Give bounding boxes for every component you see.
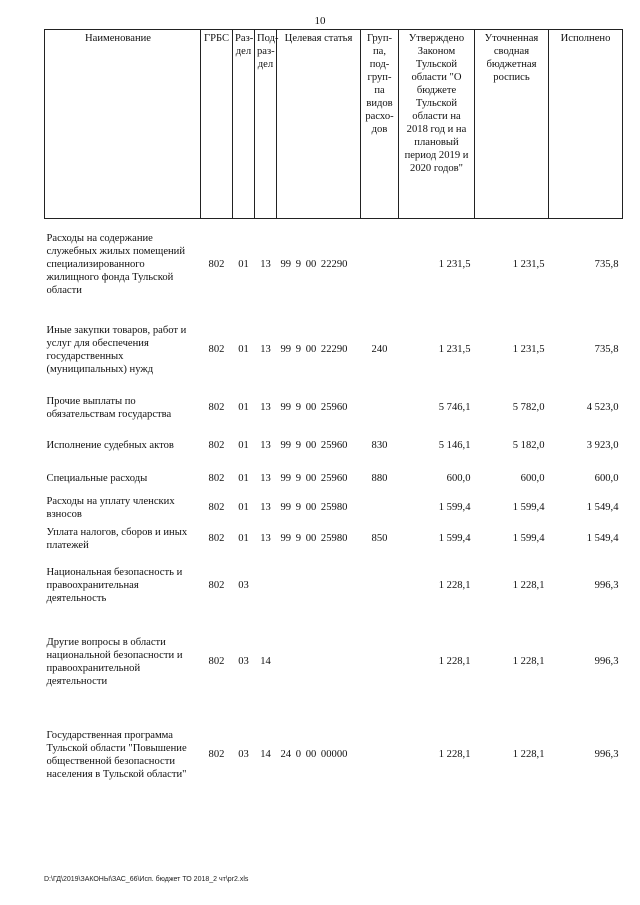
row-target: 99 9 00 25980	[280, 502, 348, 513]
row-name: Уплата налогов, сборов и иных платежей	[46, 526, 188, 551]
row-razdel: 03	[238, 749, 249, 760]
row-approved: 1 599,4	[438, 533, 471, 544]
row-vr	[361, 707, 399, 803]
header-executed: Исполнено	[549, 30, 623, 219]
row-vr	[361, 555, 399, 617]
row-razdel: 01	[238, 344, 249, 355]
row-approved: 1 228,1	[438, 656, 471, 667]
row-razdel: 01	[238, 402, 249, 413]
row-podrazdel: 13	[260, 473, 271, 484]
row-refined: 600,0	[520, 473, 545, 484]
file-path-footer: D:\ГД\2019\ЗАКОНЫ\ЗАС_66\Исп. бюджет ТО 2018_2 чт\pr2.xls	[44, 876, 249, 883]
table-row	[45, 493, 623, 523]
row-grbs: 802	[208, 749, 225, 760]
row-refined: 5 182,0	[512, 440, 545, 451]
budget-table	[44, 29, 623, 803]
table-row	[45, 617, 623, 707]
row-vr	[361, 493, 399, 523]
row-approved: 5 146,1	[438, 440, 471, 451]
row-name: Национальная безопасность и правоохранительная деятельность	[46, 567, 183, 604]
row-vr	[361, 219, 399, 311]
row-executed: 996,3	[594, 580, 619, 591]
row-target	[277, 555, 361, 617]
row-approved: 600,0	[446, 473, 471, 484]
table-row	[45, 465, 623, 493]
row-name: Иные закупки товаров, работ и услуг для обеспечения государственных (муниципальных) нужд	[46, 324, 187, 375]
header-grbs: ГРБС	[201, 30, 233, 219]
row-grbs: 802	[208, 344, 225, 355]
page-number: 10	[314, 15, 326, 27]
row-name: Прочие выплаты по обязательствам государства	[46, 395, 172, 420]
row-refined: 1 228,1	[512, 656, 545, 667]
row-approved: 1 231,5	[438, 259, 471, 271]
row-approved: 1 231,5	[438, 344, 471, 355]
header-vr: Груп-па, под-груп-па видов расхо-дов	[361, 30, 399, 219]
row-executed: 3 923,0	[586, 440, 619, 451]
table-row	[45, 427, 623, 465]
row-name: Специальные расходы	[46, 473, 148, 484]
row-refined: 1 231,5	[512, 259, 545, 271]
header-refined: Уточненная сводная бюджетная роспись	[475, 30, 549, 219]
row-executed: 600,0	[594, 473, 619, 484]
row-vr	[361, 617, 399, 707]
row-razdel: 01	[238, 502, 249, 513]
row-target: 24 0 00 00000	[280, 749, 348, 760]
row-vr: 240	[371, 344, 388, 355]
row-refined: 1 599,4	[512, 502, 545, 513]
row-target: 99 9 00 25960	[280, 402, 348, 413]
table-row	[45, 523, 623, 555]
row-grbs: 802	[208, 473, 225, 484]
row-vr: 830	[371, 440, 388, 451]
row-podrazdel: 13	[260, 440, 271, 451]
row-grbs: 802	[208, 259, 225, 271]
row-target: 99 9 00 25960	[280, 473, 348, 484]
row-name: Другие вопросы в области национальной безопасности и правоохранительной деятельности	[46, 636, 183, 687]
row-executed: 4 523,0	[586, 402, 619, 413]
row-target	[277, 617, 361, 707]
table-row	[45, 219, 623, 311]
row-refined: 1 228,1	[512, 749, 545, 760]
row-approved: 1 599,4	[438, 502, 471, 513]
row-name: Исполнение судебных актов	[46, 440, 174, 451]
row-name: Государственная программа Тульской области "Повышение общественной безопасности населения в Тульской области"	[46, 729, 187, 780]
row-target: 99 9 00 25960	[280, 440, 348, 451]
row-podrazdel: 13	[260, 259, 271, 271]
row-name: Расходы на содержание служебных жилых помещений специализированного жилищного фонда Тульской области	[46, 233, 186, 297]
row-vr: 880	[371, 473, 388, 484]
row-target: 99 9 00 22290	[280, 344, 348, 355]
row-razdel: 01	[238, 259, 249, 271]
row-executed: 735,8	[594, 259, 619, 271]
row-razdel: 01	[238, 440, 249, 451]
header-approved: Утверждено Законом Тульской области "О бюджете Тульской области на 2018 год и на плановый период 2019 и 2020 годов"	[399, 30, 475, 219]
row-target: 99 9 00 25980	[280, 533, 348, 544]
row-podrazdel: 13	[260, 344, 271, 355]
row-approved: 5 746,1	[438, 402, 471, 413]
row-grbs: 802	[208, 656, 225, 667]
header-target: Целевая статья	[277, 30, 361, 219]
row-approved: 1 228,1	[438, 580, 471, 591]
row-vr: 850	[371, 533, 388, 544]
table-row	[45, 555, 623, 617]
row-refined: 5 782,0	[512, 402, 545, 413]
row-podrazdel: 14	[260, 656, 271, 667]
row-refined: 1 599,4	[512, 533, 545, 544]
table-row	[45, 389, 623, 427]
row-grbs: 802	[208, 580, 225, 591]
row-razdel: 03	[238, 580, 249, 591]
row-razdel: 03	[238, 656, 249, 667]
header-name: Наименование	[45, 30, 201, 219]
row-refined: 1 231,5	[512, 344, 545, 355]
table-row	[45, 311, 623, 389]
row-podrazdel	[255, 555, 277, 617]
table-row	[45, 707, 623, 803]
row-executed: 996,3	[594, 749, 619, 760]
row-executed: 996,3	[594, 656, 619, 667]
row-vr	[361, 389, 399, 427]
row-refined: 1 228,1	[512, 580, 545, 591]
row-podrazdel: 13	[260, 533, 271, 544]
row-executed: 735,8	[594, 344, 619, 355]
row-razdel: 01	[238, 533, 249, 544]
header-podrazdel: Под-раз-дел	[255, 30, 277, 219]
row-grbs: 802	[208, 402, 225, 413]
row-executed: 1 549,4	[586, 533, 619, 544]
row-target: 99 9 00 22290	[280, 259, 348, 271]
row-podrazdel: 14	[260, 749, 271, 760]
row-executed: 1 549,4	[586, 502, 619, 513]
row-grbs: 802	[208, 502, 225, 513]
row-podrazdel: 13	[260, 402, 271, 413]
header-razdel: Раз-дел	[233, 30, 255, 219]
table-header-row	[45, 30, 623, 219]
row-approved: 1 228,1	[438, 749, 471, 760]
row-name: Расходы на уплату членских взносов	[46, 495, 175, 520]
row-grbs: 802	[208, 440, 225, 451]
row-podrazdel: 13	[260, 502, 271, 513]
row-razdel: 01	[238, 473, 249, 484]
row-grbs: 802	[208, 533, 225, 544]
